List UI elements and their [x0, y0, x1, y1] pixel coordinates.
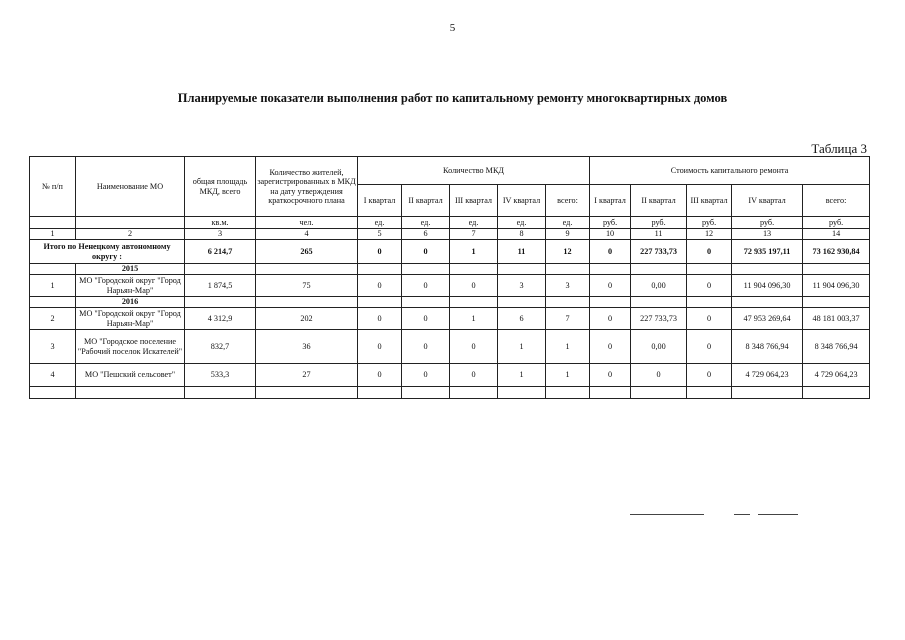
row-cell: 0 [450, 330, 498, 364]
row-number: 1 [30, 275, 76, 297]
table-row [30, 308, 870, 330]
col-number: 5 [358, 229, 402, 240]
summary-cell: 0 [590, 240, 631, 264]
summary-cell: 0 [358, 240, 402, 264]
header-cost-q4: IV квартал [732, 185, 803, 217]
units-cell: ед. [402, 217, 450, 229]
row-cell: 0 [590, 330, 631, 364]
row-cell: 1 874,5 [185, 275, 256, 297]
signature-lines [630, 514, 870, 518]
row-cell: 3 [546, 275, 590, 297]
row-cell: 0 [687, 330, 732, 364]
summary-cell: 72 935 197,11 [732, 240, 803, 264]
table-row [30, 364, 870, 387]
summary-cell: 12 [546, 240, 590, 264]
row-cell: 227 733,73 [631, 308, 687, 330]
header-mkd-q3: III квартал [450, 185, 498, 217]
table-label: Таблица 3 [811, 141, 867, 156]
header-row-1 [30, 157, 870, 185]
row-cell: 1 [450, 308, 498, 330]
header-area: общая площадь МКД, всего [185, 157, 256, 217]
empty-cell [30, 264, 76, 275]
header-cost-q2: II квартал [631, 185, 687, 217]
summary-cell: 6 214,7 [185, 240, 256, 264]
col-number: 3 [185, 229, 256, 240]
row-cell: 0 [402, 364, 450, 387]
year-row-2015 [30, 264, 870, 275]
row-cell: 0,00 [631, 275, 687, 297]
units-cell: руб. [590, 217, 631, 229]
column-numbers-row [30, 229, 870, 240]
row-cell: 0 [687, 275, 732, 297]
row-cell: 0 [687, 308, 732, 330]
row-cell: 1 [546, 330, 590, 364]
row-cell: 4 729 064,23 [732, 364, 803, 387]
col-number: 10 [590, 229, 631, 240]
col-number: 12 [687, 229, 732, 240]
year-label: 2015 [76, 264, 185, 275]
row-cell: 8 348 766,94 [732, 330, 803, 364]
row-cell: 11 904 096,30 [732, 275, 803, 297]
row-cell: 0 [450, 275, 498, 297]
summary-cell: 1 [450, 240, 498, 264]
header-cost-total: всего: [803, 185, 870, 217]
capital-repair-table [29, 156, 870, 399]
row-cell: 0 [631, 364, 687, 387]
row-cell: 8 348 766,94 [803, 330, 870, 364]
year-row-2016 [30, 297, 870, 308]
units-cell: ед. [498, 217, 546, 229]
row-cell: 0 [402, 330, 450, 364]
units-cell: руб. [687, 217, 732, 229]
row-cell: 202 [256, 308, 358, 330]
row-cell: 11 904 096,30 [803, 275, 870, 297]
col-number: 7 [450, 229, 498, 240]
row-name: МО "Пешский сельсовет" [76, 364, 185, 387]
col-number: 1 [30, 229, 76, 240]
col-number: 4 [256, 229, 358, 240]
summary-cell: 0 [402, 240, 450, 264]
row-cell: 48 181 003,37 [803, 308, 870, 330]
units-cell: кв.м. [185, 217, 256, 229]
year-label: 2016 [76, 297, 185, 308]
summary-label: Итого по Ненецкому автономному округу : [30, 240, 185, 264]
row-name: МО "Городское поселение "Рабочий поселок Искателей" [76, 330, 185, 364]
row-cell: 1 [498, 330, 546, 364]
summary-cell: 227 733,73 [631, 240, 687, 264]
header-mkd-q2: II квартал [402, 185, 450, 217]
row-cell: 75 [256, 275, 358, 297]
row-name: МО "Городской округ "Город Нарьян-Мар" [76, 275, 185, 297]
row-cell: 0 [358, 330, 402, 364]
header-mkd-total: всего: [546, 185, 590, 217]
units-cell [30, 217, 76, 229]
row-cell: 0 [402, 275, 450, 297]
empty-row [30, 387, 870, 399]
row-cell: 7 [546, 308, 590, 330]
units-cell: ед. [450, 217, 498, 229]
units-cell: чел. [256, 217, 358, 229]
row-cell: 6 [498, 308, 546, 330]
row-cell: 1 [546, 364, 590, 387]
col-number: 2 [76, 229, 185, 240]
units-cell: руб. [803, 217, 870, 229]
header-residents: Количество жителей, зарегистрированных в МКД на дату утверждения краткосрочного плана [256, 157, 358, 217]
header-mkd-q1: I квартал [358, 185, 402, 217]
row-cell: 0 [590, 364, 631, 387]
col-number: 14 [803, 229, 870, 240]
summary-row [30, 240, 870, 264]
header-num: № п/п [30, 157, 76, 217]
row-cell: 0 [402, 308, 450, 330]
units-cell: руб. [631, 217, 687, 229]
header-cost-group: Стоимость капитального ремонта [590, 157, 870, 185]
row-cell: 27 [256, 364, 358, 387]
header-cost-q1: I квартал [590, 185, 631, 217]
row-cell: 1 [498, 364, 546, 387]
document-title: Планируемые показатели выполнения работ по капитальному ремонту многоквартирных домов [177, 91, 728, 105]
summary-cell: 0 [687, 240, 732, 264]
header-mkd-group: Количество МКД [358, 157, 590, 185]
units-cell [76, 217, 185, 229]
header-mkd-q4: IV квартал [498, 185, 546, 217]
row-cell: 0 [687, 364, 732, 387]
units-cell: ед. [358, 217, 402, 229]
row-cell: 832,7 [185, 330, 256, 364]
row-cell: 4 729 064,23 [803, 364, 870, 387]
row-number: 2 [30, 308, 76, 330]
row-cell: 0 [450, 364, 498, 387]
page-number: 5 [449, 22, 456, 34]
row-number: 3 [30, 330, 76, 364]
row-cell: 36 [256, 330, 358, 364]
col-number: 11 [631, 229, 687, 240]
units-cell: руб. [732, 217, 803, 229]
summary-cell: 11 [498, 240, 546, 264]
row-number: 4 [30, 364, 76, 387]
table-row [30, 275, 870, 297]
header-name: Наименование МО [76, 157, 185, 217]
summary-cell: 265 [256, 240, 358, 264]
row-cell: 0,00 [631, 330, 687, 364]
row-cell: 4 312,9 [185, 308, 256, 330]
table-row [30, 330, 870, 364]
col-number: 9 [546, 229, 590, 240]
row-cell: 0 [358, 275, 402, 297]
units-cell: ед. [546, 217, 590, 229]
summary-cell: 73 162 930,84 [803, 240, 870, 264]
row-cell: 47 953 269,64 [732, 308, 803, 330]
row-cell: 533,3 [185, 364, 256, 387]
col-number: 6 [402, 229, 450, 240]
col-number: 13 [732, 229, 803, 240]
row-cell: 0 [358, 308, 402, 330]
empty-cell [30, 297, 76, 308]
row-cell: 0 [590, 275, 631, 297]
row-cell: 0 [590, 308, 631, 330]
row-cell: 3 [498, 275, 546, 297]
units-row [30, 217, 870, 229]
row-name: МО "Городской округ "Город Нарьян-Мар" [76, 308, 185, 330]
col-number: 8 [498, 229, 546, 240]
header-cost-q3: III квартал [687, 185, 732, 217]
row-cell: 0 [358, 364, 402, 387]
